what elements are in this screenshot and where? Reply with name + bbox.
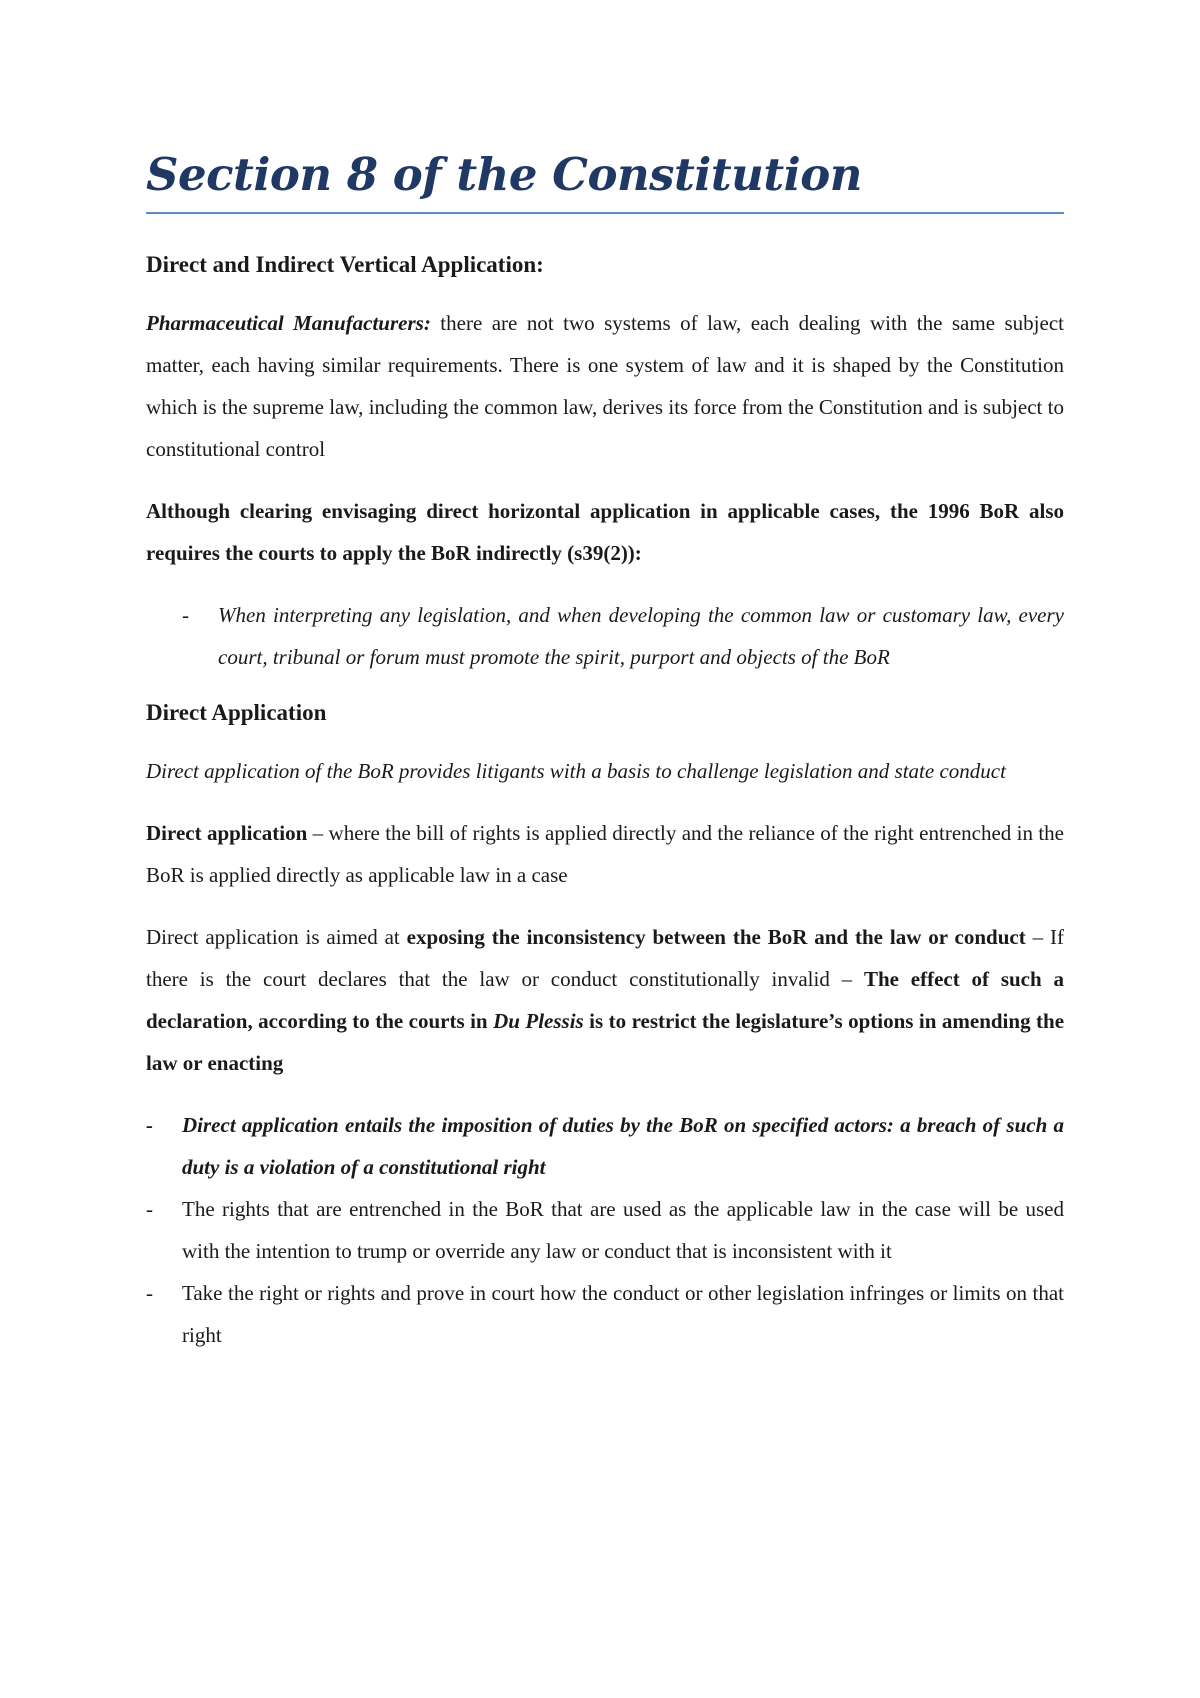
bullet-list-indirect xyxy=(146,594,1064,678)
paragraph-direct-aim xyxy=(146,916,1064,1084)
paragraph-indirect-application: Although clearing envisaging direct horizontal application in applicable cases, the 1996 BoR also requires the courts to apply the BoR indirectly (s39(2)): xyxy=(146,498,1064,565)
paragraph-pharmaceutical xyxy=(146,302,1064,470)
heading-direct-indirect: Direct and Indirect Vertical Application: xyxy=(146,252,544,277)
list-item xyxy=(146,1272,1064,1356)
list-item xyxy=(146,1188,1064,1272)
text-run-bold: is to restrict the legislature’s options in amending the law or enacting xyxy=(146,1008,1065,1075)
list-item-text: Take the right or rights and prove in court how the conduct or other legislation infringes or limits on that right xyxy=(182,1280,1064,1347)
dash-marker: - xyxy=(146,1196,153,1221)
list-item-text: Direct application entails the imposition of duties by the BoR on specified actors: a breach of such a duty is a violation of a constitutional right xyxy=(182,1112,1064,1179)
bullet-list-direct xyxy=(146,1104,1064,1356)
dash-marker: - xyxy=(182,602,189,627)
text-run-bold: The effect of such a declaration, according to the courts in xyxy=(146,966,1064,1033)
list-item xyxy=(146,594,1064,678)
case-name: Pharmaceutical Manufacturers: xyxy=(146,310,431,335)
heading-direct-application: Direct Application xyxy=(146,699,327,725)
paragraph-direct-basis: Direct application of the BoR provides litigants with a basis to challenge legislation and state conduct xyxy=(146,758,1006,783)
case-name: Du Plessis xyxy=(493,1008,584,1033)
term: Direct application xyxy=(146,820,308,845)
paragraph-text: there are not two systems of law, each dealing with the same subject matter, each having similar requirements. There is one system of law and it is shaped by the Constitution which is the supreme law, including the common law, derives its force from the Constitution and is subject to constitutional control xyxy=(146,310,1064,461)
dash-marker: - xyxy=(146,1280,153,1305)
text-run: – If there is the court declares that the law or conduct constitutionally invalid – xyxy=(146,924,1064,991)
page-title: Section 8 of the Constitution xyxy=(146,148,863,201)
dash-marker: - xyxy=(146,1112,153,1137)
list-item xyxy=(146,1104,1064,1188)
text-run: Direct application is aimed at xyxy=(146,924,407,949)
paragraph-direct-definition xyxy=(146,812,1064,896)
text-run-bold: exposing the inconsistency between the BoR and the law or conduct xyxy=(406,924,1026,949)
list-item-text: When interpreting any legislation, and when developing the common law or customary law, every court, tribunal or forum must promote the spirit, purport and objects of the BoR xyxy=(218,602,1064,669)
paragraph-text: – where the bill of rights is applied directly and the reliance of the right entrenched in the BoR is applied directly as applicable law in a case xyxy=(146,820,1065,887)
title-underline xyxy=(146,212,1064,214)
list-item-text: The rights that are entrenched in the BoR that are used as the applicable law in the case will be used with the intention to trump or override any law or conduct that is inconsistent with it xyxy=(182,1196,1064,1263)
